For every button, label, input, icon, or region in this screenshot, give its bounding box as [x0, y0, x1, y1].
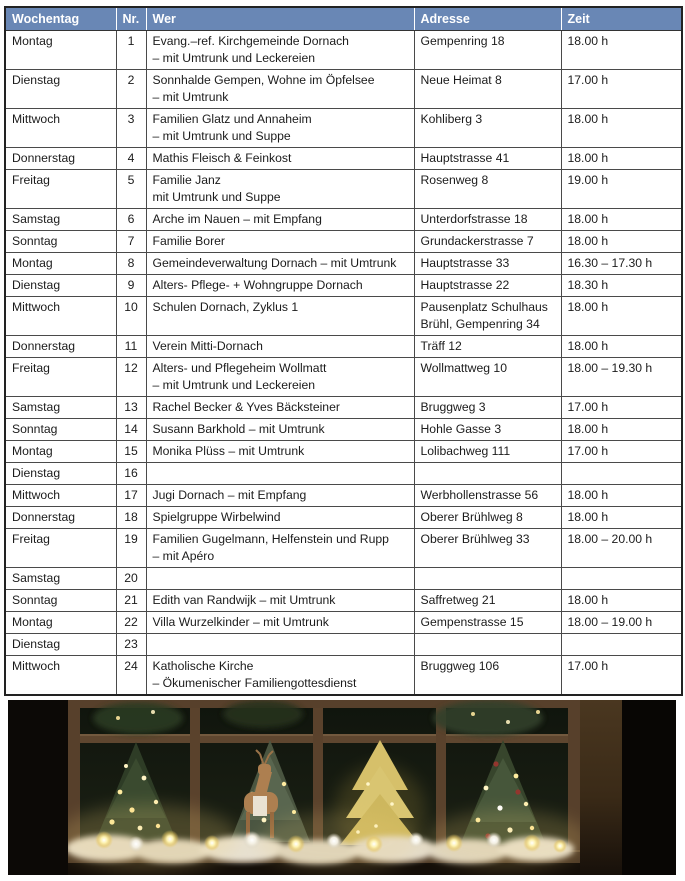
cell-address: [414, 634, 561, 656]
table-row: [5, 507, 682, 529]
cell-host: [146, 612, 414, 634]
cell-address: [414, 297, 561, 336]
cell-weekday: Donnerstag: [5, 148, 116, 170]
text-line: Werbhollenstrasse 56: [420, 488, 539, 502]
text-line: Gemeindeverwaltung Dornach – mit Umtrunk: [152, 256, 397, 270]
cell-address: [414, 590, 561, 612]
col-header-nr: Nr.: [116, 7, 146, 31]
cell-number: 9: [116, 275, 146, 297]
cell-time: 18.00 h: [561, 148, 682, 170]
text-line: Familie Borer: [152, 234, 225, 248]
cell-time: 17.00 h: [561, 397, 682, 419]
table-row: [5, 397, 682, 419]
cell-weekday: Samstag: [5, 568, 116, 590]
table-row: [5, 358, 682, 397]
text-line: Kohliberg 3: [420, 112, 483, 126]
cell-host: [146, 148, 414, 170]
cell-number: 15: [116, 441, 146, 463]
text-line: – mit Umtrunk und Leckereien: [152, 51, 316, 65]
cell-address: [414, 148, 561, 170]
cell-weekday: Montag: [5, 31, 116, 70]
cell-address: [414, 170, 561, 209]
cell-host: [146, 170, 414, 209]
cell-number: 5: [116, 170, 146, 209]
text-line: Familien Glatz und Annaheim: [152, 112, 312, 126]
table-row: [5, 170, 682, 209]
text-line: Neue Heimat 8: [420, 73, 502, 87]
text-line: Wollmattweg 10: [420, 361, 507, 375]
cell-host: [146, 529, 414, 568]
cell-host: [146, 297, 414, 336]
cell-time: 18.00 – 20.00 h: [561, 529, 682, 568]
header-row: [5, 7, 682, 31]
cell-number: 2: [116, 70, 146, 109]
text-line: Bruggweg 106: [420, 659, 500, 673]
cell-weekday: Sonntag: [5, 231, 116, 253]
text-line: Hauptstrasse 41: [420, 151, 510, 165]
text-line: Evang.–ref. Kirchgemeinde Dornach: [152, 34, 349, 48]
cell-number: 6: [116, 209, 146, 231]
cell-weekday: Mittwoch: [5, 297, 116, 336]
cell-weekday: Mittwoch: [5, 485, 116, 507]
cell-time: 16.30 – 17.30 h: [561, 253, 682, 275]
cell-number: 4: [116, 148, 146, 170]
text-line: Bruggweg 3: [420, 400, 486, 414]
text-line: Edith van Randwijk – mit Umtrunk: [152, 593, 336, 607]
text-line: Grundackerstrasse 7: [420, 234, 534, 248]
cell-time: 18.00 h: [561, 419, 682, 441]
cell-number: 18: [116, 507, 146, 529]
text-line: Gempenring 18: [420, 34, 505, 48]
text-line: Alters- und Pflegeheim Wollmatt: [152, 361, 327, 375]
cell-host: [146, 275, 414, 297]
col-header-wochentag: Wochentag: [5, 7, 116, 31]
cell-address: [414, 209, 561, 231]
cell-number: 17: [116, 485, 146, 507]
table-row: [5, 253, 682, 275]
cell-number: 11: [116, 336, 146, 358]
text-line: Saffretweg 21: [420, 593, 496, 607]
text-line: Rosenweg 8: [420, 173, 489, 187]
cell-number: 21: [116, 590, 146, 612]
table-row: [5, 419, 682, 441]
cell-address: [414, 507, 561, 529]
cell-number: 24: [116, 656, 146, 696]
cell-host: [146, 419, 414, 441]
col-header-adresse: Adresse: [414, 7, 561, 31]
text-line: Monika Plüss – mit Umtrunk: [152, 444, 305, 458]
table-row: [5, 275, 682, 297]
cell-weekday: Samstag: [5, 209, 116, 231]
cell-weekday: Dienstag: [5, 70, 116, 109]
cell-address: [414, 109, 561, 148]
table-row: [5, 109, 682, 148]
text-line: Alters- Pflege- + Wohngruppe Dornach: [152, 278, 363, 292]
cell-number: 10: [116, 297, 146, 336]
cell-address: [414, 231, 561, 253]
text-line: Träff 12: [420, 339, 462, 353]
cell-weekday: Samstag: [5, 397, 116, 419]
cell-number: 22: [116, 612, 146, 634]
cell-time: 18.00 h: [561, 31, 682, 70]
cell-address: [414, 336, 561, 358]
cell-host: [146, 485, 414, 507]
text-line: Verein Mitti-Dornach: [152, 339, 263, 353]
table-row: [5, 634, 682, 656]
cell-time: 18.30 h: [561, 275, 682, 297]
cell-address: [414, 656, 561, 696]
cell-host: [146, 109, 414, 148]
table-row: [5, 31, 682, 70]
cell-host: [146, 358, 414, 397]
cell-weekday: Sonntag: [5, 590, 116, 612]
cell-weekday: Mittwoch: [5, 109, 116, 148]
table-row: [5, 590, 682, 612]
cell-weekday: Mittwoch: [5, 656, 116, 696]
text-line: – mit Apéro: [152, 549, 215, 563]
cell-number: 16: [116, 463, 146, 485]
cell-time: 17.00 h: [561, 70, 682, 109]
cell-address: [414, 253, 561, 275]
text-line: Unterdorfstrasse 18: [420, 212, 528, 226]
cell-address: [414, 463, 561, 485]
table-header: [5, 7, 682, 31]
cell-address: [414, 529, 561, 568]
cell-host: [146, 70, 414, 109]
text-line: Arche im Nauen – mit Empfang: [152, 212, 322, 226]
table-row: [5, 148, 682, 170]
table-row: [5, 70, 682, 109]
text-line: Spielgruppe Wirbelwind: [152, 510, 281, 524]
cell-weekday: Montag: [5, 441, 116, 463]
cell-address: [414, 70, 561, 109]
table-row: [5, 463, 682, 485]
table-row: [5, 441, 682, 463]
cell-time: 18.00 h: [561, 297, 682, 336]
text-line: Mathis Fleisch & Feinkost: [152, 151, 292, 165]
cell-address: [414, 275, 561, 297]
cell-time: 18.00 h: [561, 507, 682, 529]
cell-address: [414, 419, 561, 441]
cell-host: [146, 336, 414, 358]
cell-address: [414, 568, 561, 590]
text-line: Oberer Brühlweg 8: [420, 510, 523, 524]
cell-host: [146, 590, 414, 612]
cell-host: [146, 231, 414, 253]
cell-weekday: Dienstag: [5, 275, 116, 297]
cell-weekday: Donnerstag: [5, 507, 116, 529]
text-line: Hauptstrasse 22: [420, 278, 510, 292]
cell-weekday: Donnerstag: [5, 336, 116, 358]
cell-number: 13: [116, 397, 146, 419]
cell-host: [146, 507, 414, 529]
table-row: [5, 209, 682, 231]
cell-host: [146, 209, 414, 231]
text-line: – mit Umtrunk und Leckereien: [152, 378, 316, 392]
advent-schedule-table: [4, 6, 683, 696]
col-header-wer: Wer: [146, 7, 414, 31]
cell-time: 17.00 h: [561, 656, 682, 696]
cell-address: [414, 31, 561, 70]
cell-number: 1: [116, 31, 146, 70]
cell-time: 18.00 h: [561, 109, 682, 148]
text-line: Sonnhalde Gempen, Wohne im Öpfelsee: [152, 73, 375, 87]
text-line: Oberer Brühlweg 33: [420, 532, 530, 546]
cell-weekday: Montag: [5, 253, 116, 275]
cell-number: 19: [116, 529, 146, 568]
cell-address: [414, 612, 561, 634]
cell-weekday: Sonntag: [5, 419, 116, 441]
text-line: Schulen Dornach, Zyklus 1: [152, 300, 299, 314]
cell-time: 18.00 – 19.30 h: [561, 358, 682, 397]
christmas-window-art: [8, 700, 676, 875]
cell-time: 18.00 h: [561, 209, 682, 231]
cell-address: [414, 358, 561, 397]
cell-host: [146, 441, 414, 463]
cell-host: [146, 656, 414, 696]
table-row: [5, 656, 682, 696]
cell-time: 17.00 h: [561, 441, 682, 463]
table-row: [5, 336, 682, 358]
cell-time: [561, 463, 682, 485]
cell-weekday: Dienstag: [5, 463, 116, 485]
cell-weekday: Dienstag: [5, 634, 116, 656]
cell-time: [561, 634, 682, 656]
cell-time: 19.00 h: [561, 170, 682, 209]
text-line: Jugi Dornach – mit Empfang: [152, 488, 307, 502]
cell-host: [146, 31, 414, 70]
cell-time: 18.00 h: [561, 336, 682, 358]
table-row: [5, 297, 682, 336]
cell-address: [414, 485, 561, 507]
cell-host: [146, 568, 414, 590]
text-line: Familie Janz: [152, 173, 221, 187]
text-line: Pausenplatz Schulhaus: [420, 300, 548, 314]
text-line: mit Umtrunk und Suppe: [152, 190, 281, 204]
cell-host: [146, 463, 414, 485]
wall-right: [580, 700, 676, 875]
table-body: [5, 31, 682, 696]
text-line: Gempenstrasse 15: [420, 615, 524, 629]
cell-weekday: Montag: [5, 612, 116, 634]
christmas-window-photo: [8, 700, 676, 875]
cell-time: [561, 568, 682, 590]
cell-time: 18.00 h: [561, 590, 682, 612]
cell-number: 12: [116, 358, 146, 397]
text-line: Katholische Kirche: [152, 659, 254, 673]
text-line: – mit Umtrunk: [152, 90, 229, 104]
text-line: Susann Barkhold – mit Umtrunk: [152, 422, 325, 436]
wall-left: [8, 700, 68, 875]
text-line: Rachel Becker & Yves Bäcksteiner: [152, 400, 340, 414]
cell-host: [146, 634, 414, 656]
text-line: Hohle Gasse 3: [420, 422, 502, 436]
table-row: [5, 612, 682, 634]
cell-weekday: Freitag: [5, 358, 116, 397]
cell-address: [414, 397, 561, 419]
cell-number: 8: [116, 253, 146, 275]
text-line: Hauptstrasse 33: [420, 256, 510, 270]
text-line: Lolibachweg 111: [420, 444, 511, 458]
text-line: Villa Wurzelkinder – mit Umtrunk: [152, 615, 329, 629]
table-row: [5, 529, 682, 568]
cell-time: 18.00 h: [561, 485, 682, 507]
cell-number: 14: [116, 419, 146, 441]
text-line: Familien Gugelmann, Helfenstein und Rupp: [152, 532, 389, 546]
cell-host: [146, 253, 414, 275]
cell-number: 7: [116, 231, 146, 253]
cell-weekday: Freitag: [5, 170, 116, 209]
cell-address: [414, 441, 561, 463]
cell-number: 20: [116, 568, 146, 590]
cell-number: 23: [116, 634, 146, 656]
text-line: – Ökumenischer Familiengottesdienst: [152, 676, 357, 690]
table-row: [5, 568, 682, 590]
table-row: [5, 231, 682, 253]
col-header-zeit: Zeit: [561, 7, 682, 31]
cell-weekday: Freitag: [5, 529, 116, 568]
table-row: [5, 485, 682, 507]
text-line: Brühl, Gempenring 34: [420, 317, 540, 331]
cell-host: [146, 397, 414, 419]
cell-time: 18.00 h: [561, 231, 682, 253]
cell-time: 18.00 – 19.00 h: [561, 612, 682, 634]
text-line: – mit Umtrunk und Suppe: [152, 129, 291, 143]
cell-number: 3: [116, 109, 146, 148]
